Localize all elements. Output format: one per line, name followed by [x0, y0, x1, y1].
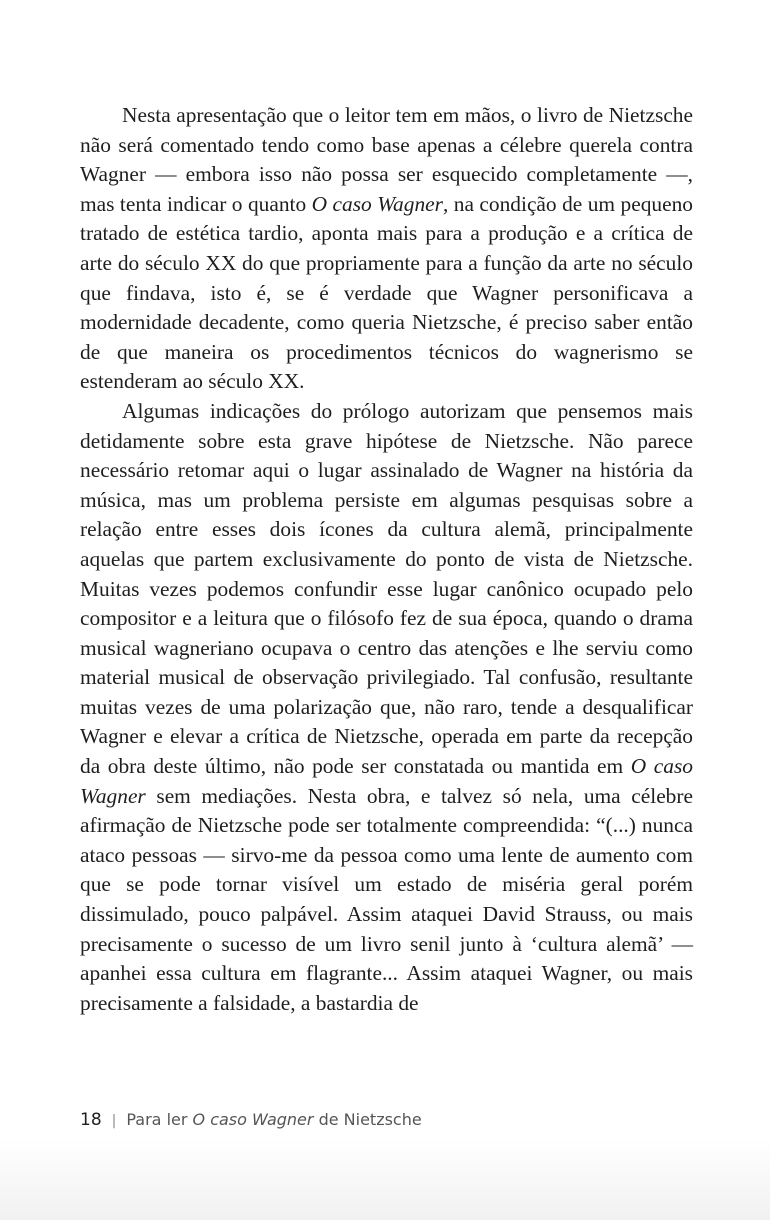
running-footer: [80, 1110, 422, 1130]
running-title-book: O caso Wagner: [192, 1110, 314, 1129]
page-body: [80, 101, 693, 1018]
paragraph-1-text-a: Nesta apresentação que o leitor tem em mãos, o livro de Nietzsche não será comentado tendo como base apenas a célebre querela contra Wagner — embora isso não possa ser esquecido completamente —, mas tenta indicar o quanto: [80, 103, 693, 216]
paragraph-1: [80, 101, 693, 397]
paragraph-1-text-b: , na condição de um pequeno tratado de estética tardio, aponta mais para a produção e a crítica de arte do século XX do que propriamente para a função da arte no século que findava, isto é, se é verdade que Wagner personificava a modernidade decadente, como queria Nietzsche, é preciso saber então de que maneira os procedimentos técnicos do wagnerismo se estenderam ao século XX.: [80, 191, 693, 394]
bottom-shadow: [0, 1140, 770, 1220]
page-number: 18: [80, 1110, 102, 1130]
running-title-prefix: Para ler: [126, 1110, 193, 1129]
running-title-suffix: de Nietzsche: [313, 1110, 422, 1129]
paragraph-2: [80, 397, 693, 1018]
paragraph-1-book-title: O caso Wagner: [311, 191, 443, 216]
running-title: [126, 1110, 421, 1129]
paragraph-2-text-b: sem mediações. Nesta obra, e talvez só nela, uma célebre afirmação de Nietzsche pode ser totalmente compreendida: “(...) nunca ataco pessoas — sirvo-me da pessoa como uma lente de aumento com que se pode tornar visível um estado de miséria geral porém dissimulado, pouco palpável. Assim ataquei David Strauss, ou mais precisamente o sucesso de um livro senil junto à ‘cultura alemã’ — apanhei essa cultura em flagrante... Assim ataquei Wagner, ou mais precisamente a falsidade, a bastardia de: [80, 783, 693, 1015]
paragraph-2-book-title: O caso Wagner: [80, 754, 693, 808]
footer-separator: |: [111, 1113, 117, 1129]
paragraph-2-text-a: Algumas indicações do prólogo autorizam que pensemos mais detidamente sobre esta grave hipótese de Nietzsche. Não parece necessário retomar aqui o lugar assinalado de Wagner na história da música, mas um problema persiste em algumas pesquisas sobre a relação entre esses dois ícones da cultura alemã, principalmente aquelas que partem exclusivamente do ponto de vista de Nietzsche. Muitas vezes podemos confundir esse lugar canônico ocupado pelo compositor e a leitura que o filósofo fez de sua época, quando o drama musical wagneriano ocupava o centro das atenções e lhe serviu como material musical de observação privilegiado. Tal confusão, resultante muitas vezes de uma polarização que, não raro, tende a desqualificar Wagner e elevar a crítica de Nietzsche, operada em parte da recepção da obra deste último, não pode ser constatada ou mantida em: [80, 398, 693, 779]
